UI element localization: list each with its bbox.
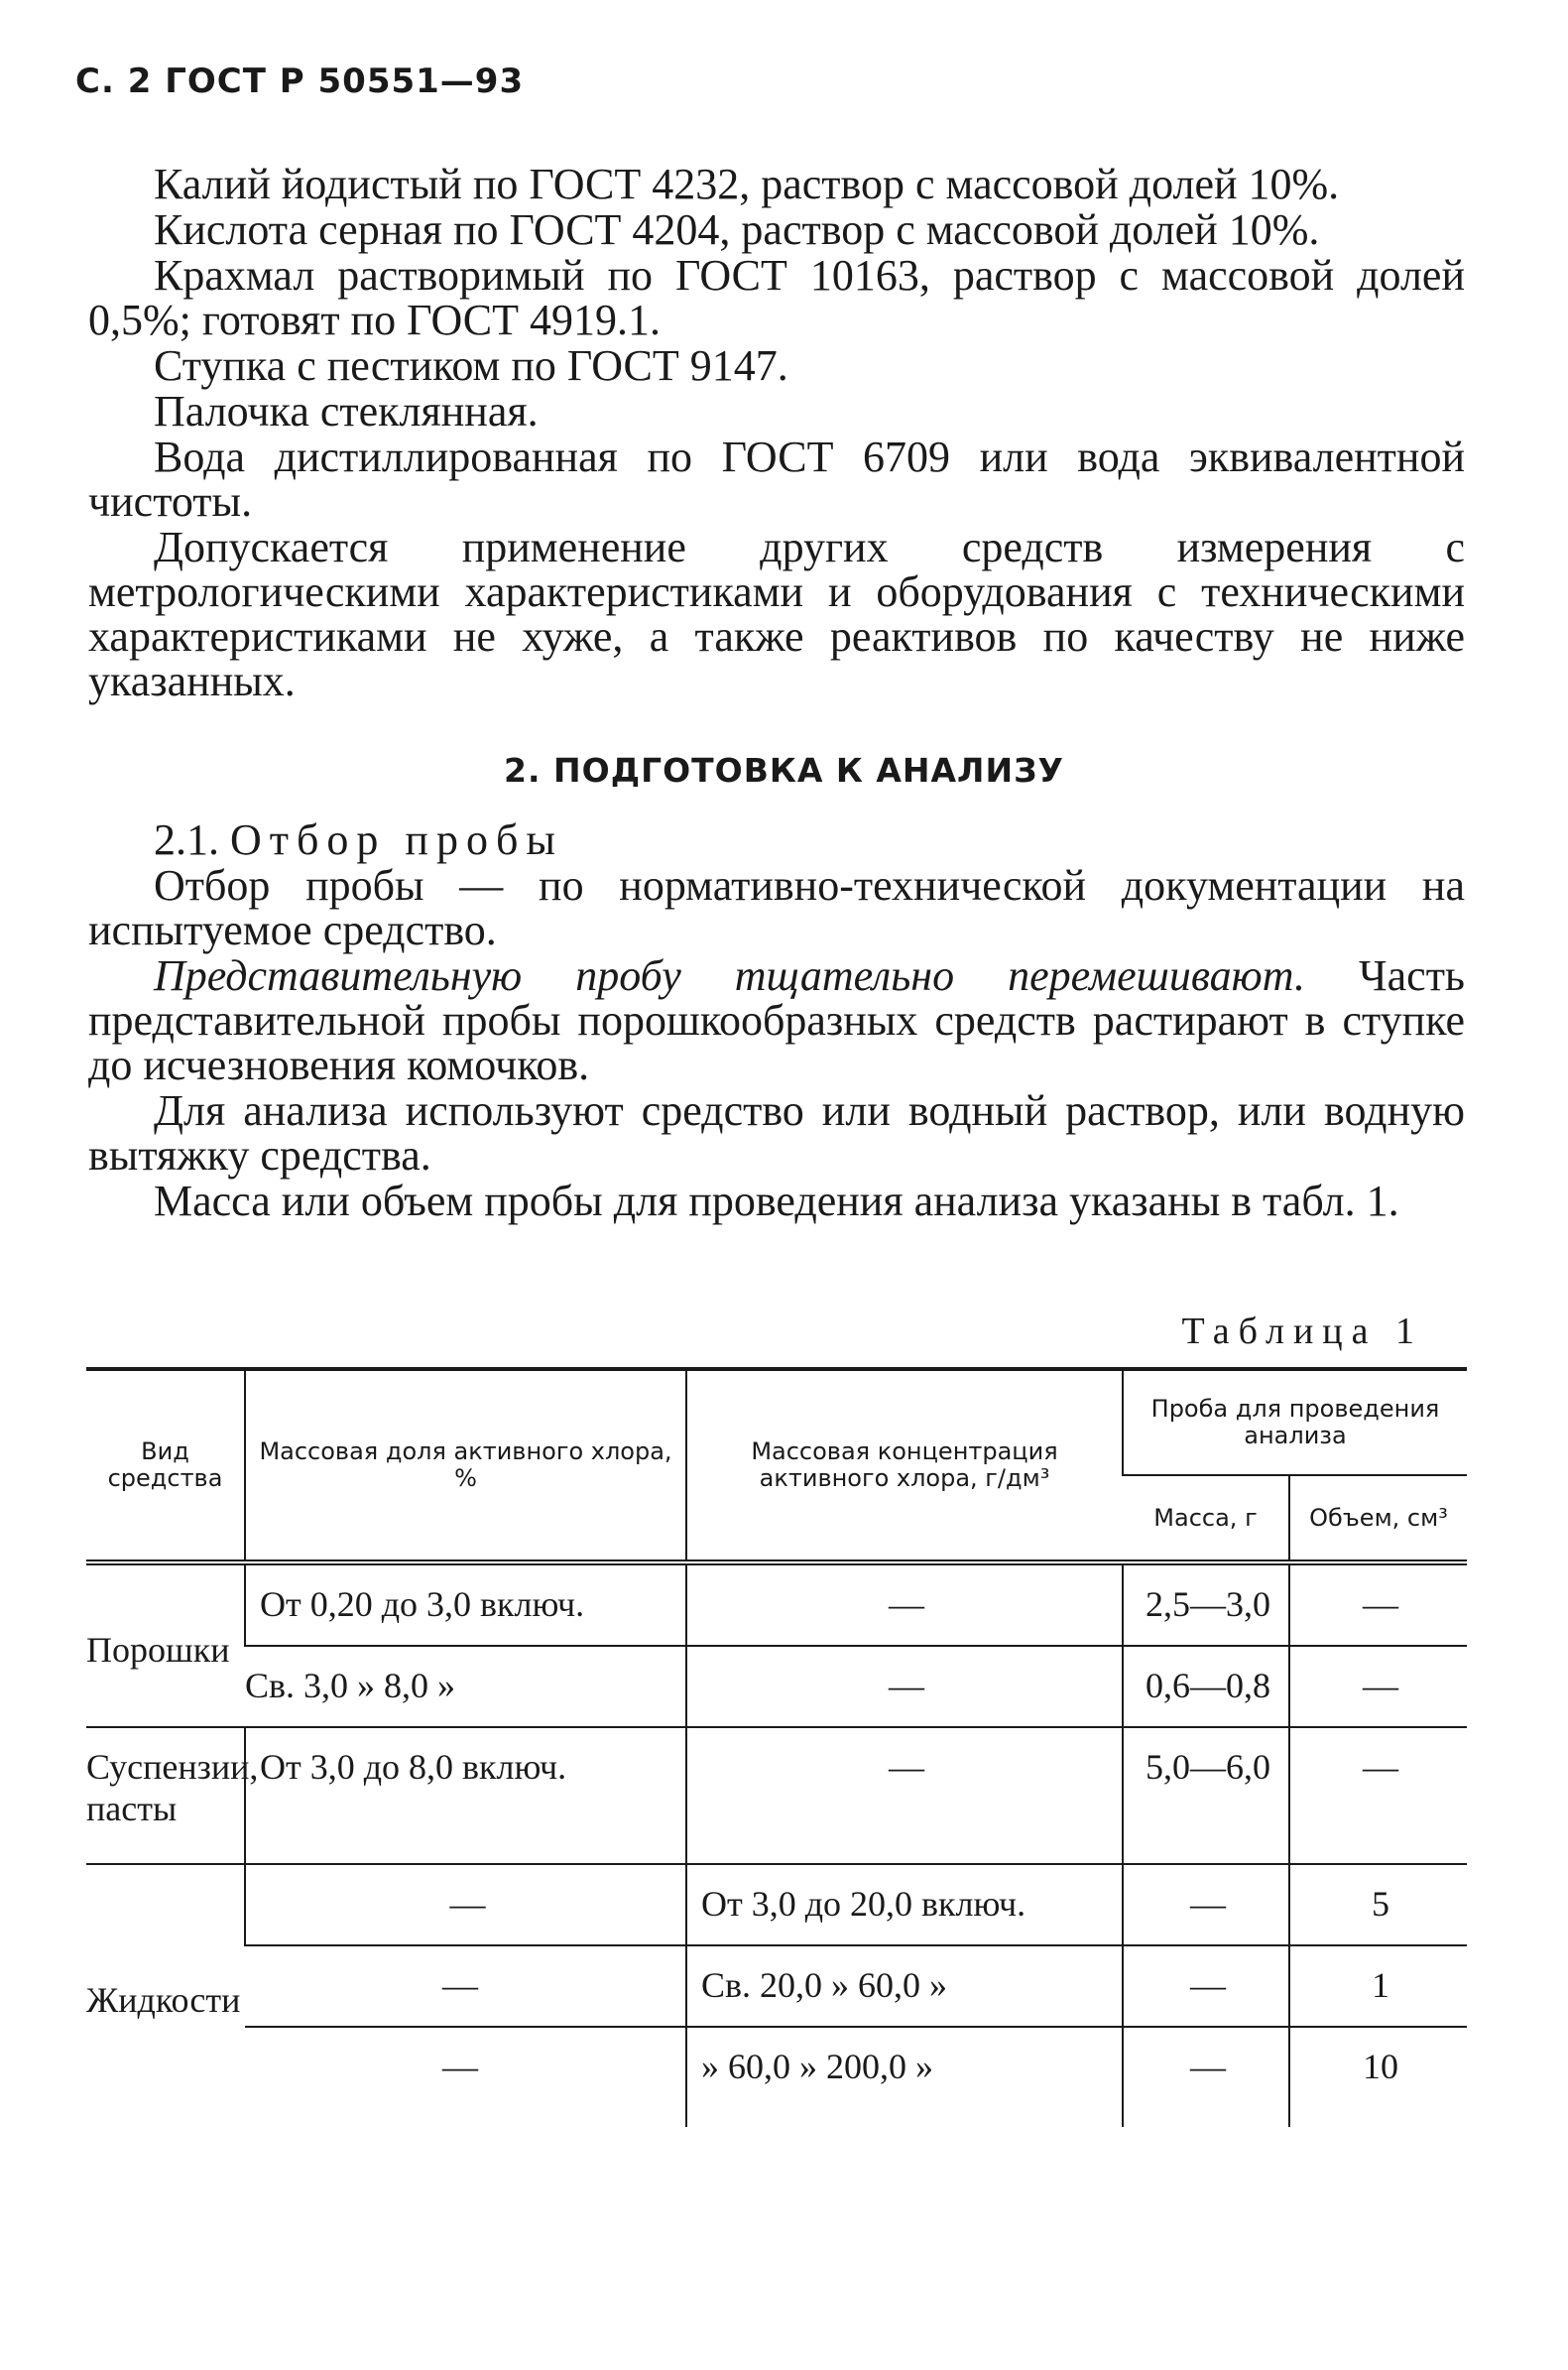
cell-fraction: От 0,20 до 3,0 включ. — [245, 1562, 686, 1646]
cell-fraction: От 3,0 до 8,0 включ. — [245, 1727, 686, 1864]
paragraph: Кислота серная по ГОСТ 4204, раствор с массовой долей 10%. — [154, 205, 1320, 254]
paragraph: Допускается применение других средств измерения с метрологическими характеристиками и оборудования с техническими характеристиками не хуже, а также реактивов по качеству не ниже указанных. — [88, 523, 1465, 705]
paragraph: Масса или объем пробы для проведения анализа указаны в табл. 1. — [154, 1177, 1399, 1225]
paragraph-text: Часть представительной пробы порошкообразных средств растирают в ступке до исчезновения комочков. — [88, 951, 1465, 1089]
paragraph: Ступка с пестиком по ГОСТ 9147. — [154, 341, 788, 390]
header-sample-group: Проба для проведения анализа — [1123, 1369, 1467, 1475]
header-mass-concentration: Массовая концентрация активного хлора, г/дм³ — [686, 1369, 1123, 1562]
italic-phrase: Представительную пробу тщательно перемешивают. — [154, 951, 1306, 1000]
cell-mass: — — [1123, 2027, 1289, 2127]
cell-mass: 0,6—0,8 — [1123, 1646, 1289, 1727]
table-row — [86, 1727, 1467, 1864]
cell-fraction: — — [245, 1945, 686, 2027]
section-title: 2. ПОДГОТОВКА К АНАЛИЗУ — [504, 751, 1064, 790]
cell-concentration: — — [686, 1562, 1123, 1646]
table-caption: Таблица 1 — [1181, 1310, 1423, 1352]
cell-mass: 2,5—3,0 — [1123, 1562, 1289, 1646]
table-row — [86, 1562, 1467, 1646]
header-mass: Масса, г — [1123, 1475, 1289, 1562]
paragraph: Крахмал растворимый по ГОСТ 10163, раствор с массовой долей 0,5%; готовят по ГОСТ 4919.1. — [88, 251, 1465, 344]
paragraph: Калий йодистый по ГОСТ 4232, раствор с массовой долей 10%. — [154, 160, 1340, 208]
cell-volume: 1 — [1289, 1945, 1467, 2027]
subsection-number: 2.1. — [154, 815, 219, 864]
table-row — [86, 2027, 1467, 2127]
cell-mass: 5,0—6,0 — [1123, 1727, 1289, 1864]
table-row — [86, 1646, 1467, 1727]
cell-concentration: » 60,0 » 200,0 » — [686, 2027, 1123, 2127]
cell-volume: 10 — [1289, 2027, 1467, 2127]
cell-volume: — — [1289, 1646, 1467, 1727]
cell-fraction: Св. 3,0 » 8,0 » — [245, 1646, 686, 1727]
cell-volume: 5 — [1289, 1864, 1467, 1945]
cell-fraction: — — [245, 1864, 686, 1945]
cell-volume: — — [1289, 1727, 1467, 1864]
paragraph: Палочка стеклянная. — [154, 387, 539, 436]
cell-concentration: От 3,0 до 20,0 включ. — [686, 1864, 1123, 1945]
paragraph: Вода дистиллированная по ГОСТ 6709 или вода эквивалентной чистоты. — [88, 433, 1465, 526]
cell-concentration: Св. 20,0 » 60,0 » — [686, 1945, 1123, 2027]
cell-concentration: — — [686, 1727, 1123, 1864]
section-body — [88, 817, 1465, 1224]
cell-mass: — — [1123, 1864, 1289, 1945]
header-mass-fraction: Массовая доля активного хлора, % — [245, 1369, 686, 1562]
sample-table — [86, 1367, 1467, 2127]
cell-mass: — — [1123, 1945, 1289, 2027]
paragraph — [88, 953, 1465, 1087]
table-row — [86, 1864, 1467, 1945]
subsection-heading — [88, 817, 1465, 862]
cell-concentration: — — [686, 1646, 1123, 1727]
paragraph: Для анализа используют средство или водный раствор, или водную вытяжку средства. — [88, 1086, 1465, 1180]
subsection-title: Отбор пробы — [230, 815, 563, 864]
header-type: Вид средства — [86, 1369, 245, 1562]
group-name: Жидкости — [86, 1980, 241, 2020]
paragraph: Отбор пробы — по нормативно-технической документации на испытуемое средство. — [88, 861, 1465, 954]
page-header: С. 2 ГОСТ Р 50551—93 — [75, 62, 525, 101]
group-name: Порошки — [86, 1562, 245, 1727]
reagents-list — [88, 162, 1465, 704]
header-volume: Объем, см³ — [1289, 1475, 1467, 1562]
cell-fraction: — — [442, 2047, 478, 2086]
group-name: Суспензии, пасты — [86, 1727, 245, 1864]
cell-volume: — — [1289, 1562, 1467, 1646]
table-row — [86, 1945, 1467, 2027]
